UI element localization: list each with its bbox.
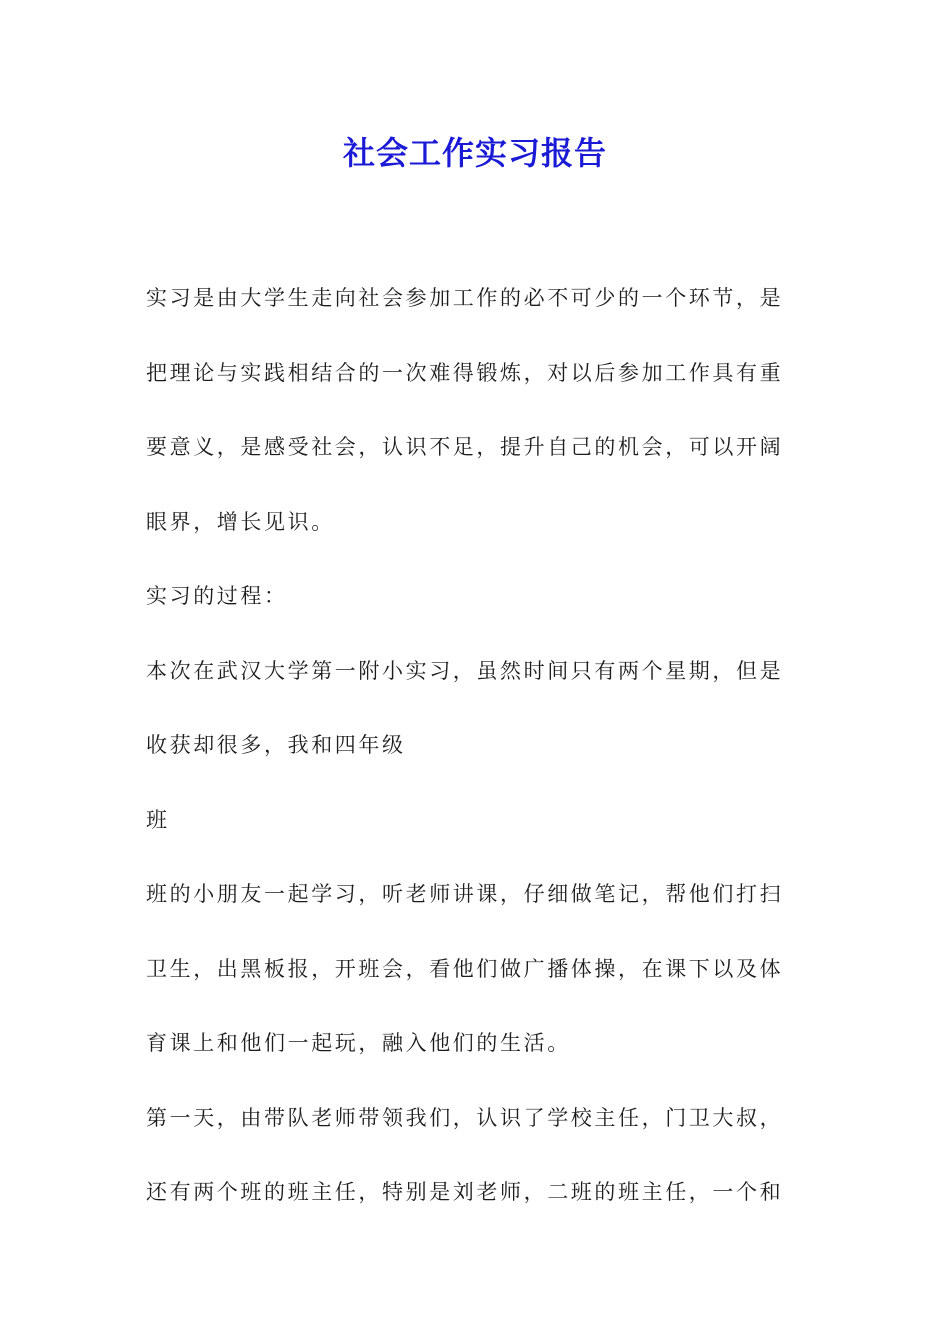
section-heading: 实习的过程： <box>146 584 288 608</box>
document-title: 社会工作实习报告 <box>342 134 607 172</box>
body-line: 班的小朋友一起学习，听老师讲课，仔细做笔记，帮他们打扫 <box>146 882 784 906</box>
body-line: 育课上和他们一起玩，融入他们的生活。 <box>146 1031 571 1055</box>
document-body <box>146 261 806 1230</box>
body-line: 班 <box>146 807 170 832</box>
body-line: 卫生，出黑板报，开班会，看他们做广播体操，在课下以及体 <box>146 956 784 981</box>
body-line: 第一天，由带队老师带领我们，认识了学校主任，门卫大叔， <box>146 1105 784 1130</box>
body-line: 还有两个班的班主任，特别是刘老师，二班的班主任，一个和 <box>146 1180 784 1204</box>
body-line: 眼界，增长见识。 <box>146 509 335 534</box>
body-line: 实习是由大学生走向社会参加工作的必不可少的一个环节，是 <box>146 286 784 310</box>
body-line: 要意义，是感受社会，认识不足，提升自己的机会，可以开阔 <box>146 435 784 459</box>
body-line: 收获却很多，我和四年级 <box>146 733 406 757</box>
body-line: 把理论与实践相结合的一次难得锻炼，对以后参加工作具有重 <box>146 360 784 385</box>
body-line: 本次在武汉大学第一附小实习，虽然时间只有两个星期，但是 <box>146 658 784 683</box>
